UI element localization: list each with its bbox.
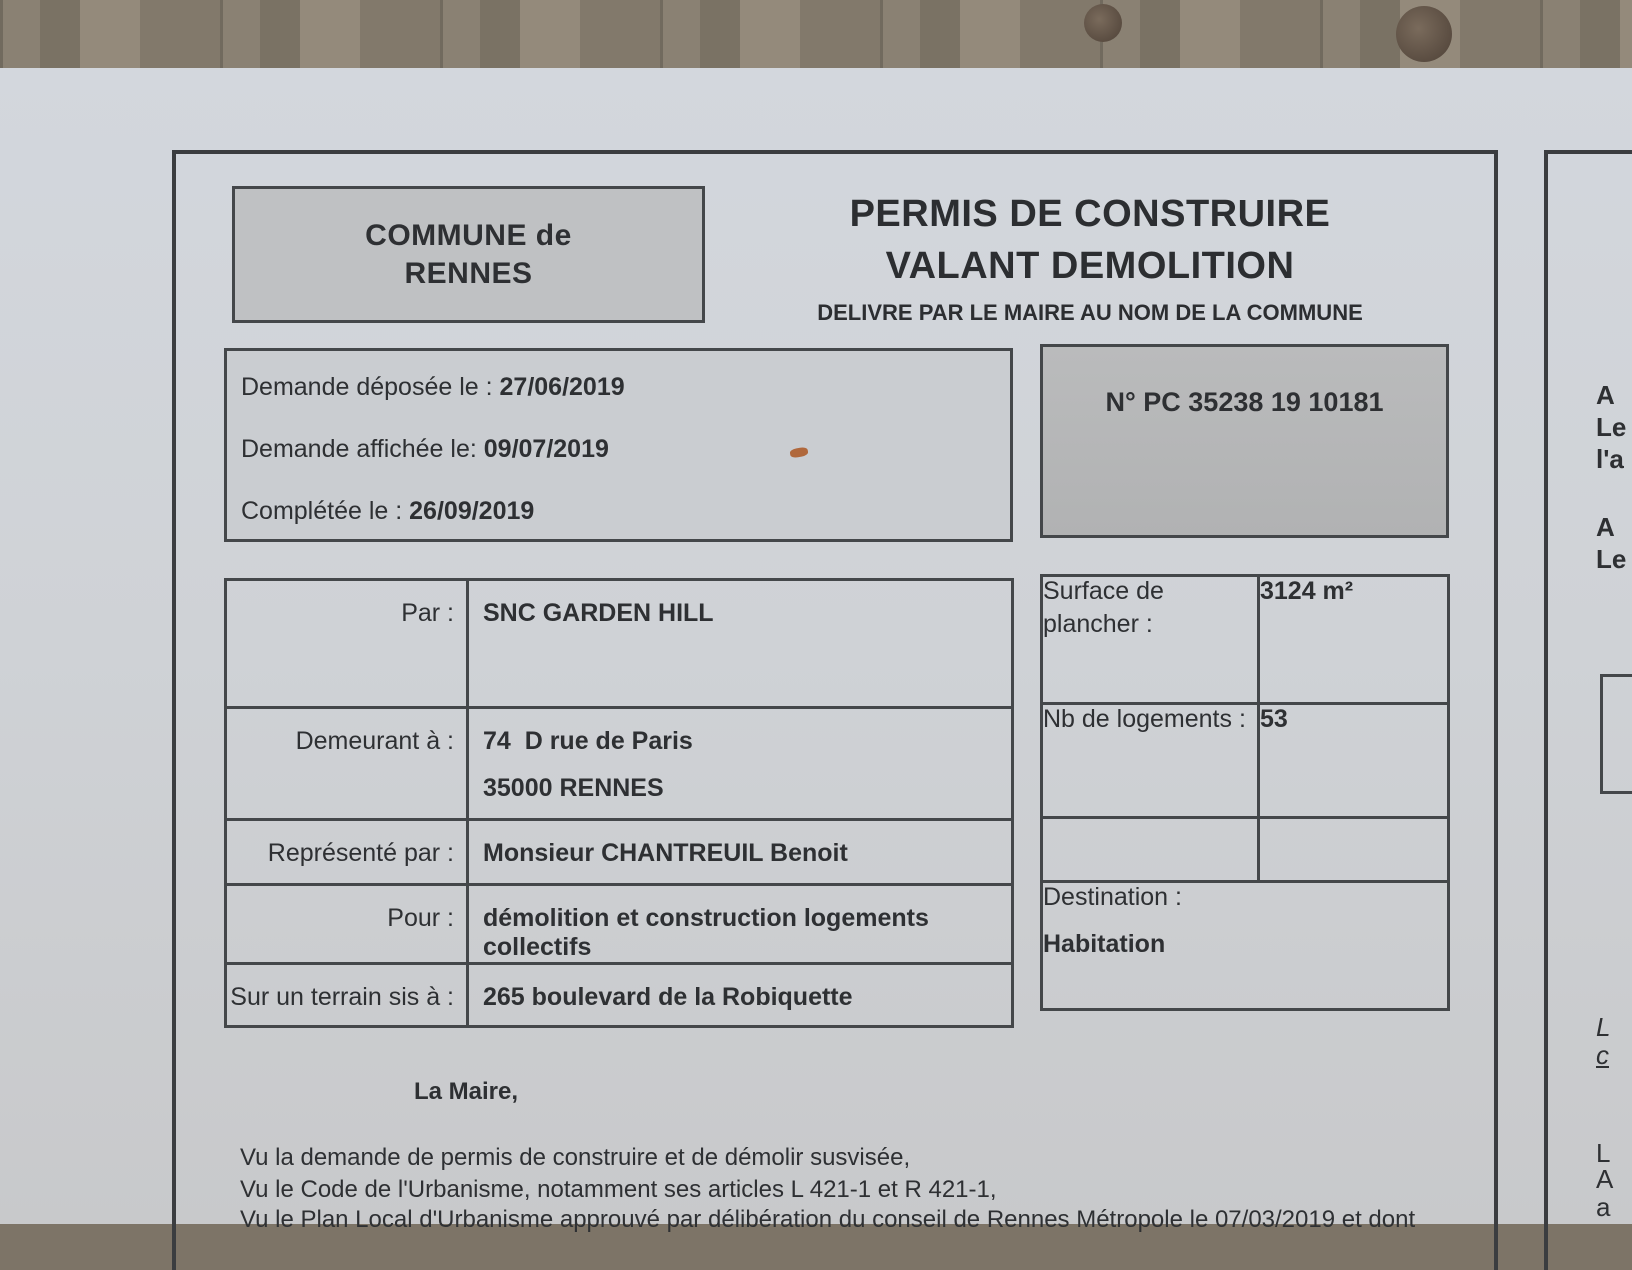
table-row: [226, 580, 1013, 708]
represente-label: Représenté par :: [226, 820, 468, 885]
table-row: [226, 708, 1013, 820]
par-value: SNC GARDEN HILL: [468, 580, 1013, 708]
destination-cell: [1042, 882, 1449, 1010]
dates-box: [224, 348, 1013, 542]
demeurant-line2: 35000 RENNES: [483, 774, 664, 802]
date-row-deposee: [241, 373, 625, 402]
surface-value: 3124 m²: [1259, 576, 1449, 704]
terrain-label: Sur un terrain sis à :: [226, 964, 468, 1027]
edge-text: c: [1596, 1040, 1609, 1070]
date-value: 09/07/2019: [483, 435, 609, 463]
edge-text: a: [1596, 1192, 1611, 1222]
nail-head: [1084, 4, 1122, 42]
table-row: [226, 885, 1013, 964]
date-row-completee: [241, 497, 534, 526]
empty-cell: [1259, 818, 1449, 882]
destination-label: Destination :: [1043, 883, 1182, 911]
represente-value: Monsieur CHANTREUIL Benoit: [468, 820, 1013, 885]
maire-heading: La Maire,: [414, 1078, 519, 1105]
details-table: [1040, 574, 1450, 1011]
title-line1: PERMIS DE CONSTRUIRE: [849, 193, 1331, 235]
demeurant-value: [468, 708, 1013, 820]
commune-box: [232, 186, 705, 323]
date-label: Demande affichée le:: [241, 435, 477, 463]
logements-value: 53: [1259, 704, 1449, 818]
date-value: 26/09/2019: [409, 497, 535, 525]
edge-text: A: [1596, 512, 1615, 542]
edge-text: A: [1596, 380, 1615, 410]
surface-label: [1042, 576, 1259, 704]
surface-label-line2: plancher :: [1043, 610, 1153, 638]
table-row: [1042, 818, 1449, 882]
vu-line-1: Vu la demande de permis de construire et de démolir susvisée,: [240, 1144, 911, 1171]
edge-text: l'a: [1596, 444, 1624, 474]
table-row: [1042, 882, 1449, 1010]
date-label: Demande déposée le :: [241, 373, 493, 401]
demeurant-line1: 74 D rue de Paris: [483, 727, 693, 755]
vu-line-3: Vu le Plan Local d'Urbanisme approuvé par délibération du conseil de Rennes Métropole le 07/03/2019 et dont: [240, 1206, 1416, 1233]
title-line2: VALANT DEMOLITION: [885, 245, 1295, 287]
edge-box: [1600, 674, 1632, 794]
commune-line2: RENNES: [404, 256, 533, 290]
applicant-table: [224, 578, 1014, 1028]
vu-line-2: Vu le Code de l'Urbanisme, notamment ses articles L 421-1 et R 421-1,: [240, 1176, 997, 1203]
edge-text: Le: [1596, 544, 1627, 574]
table-row: [226, 820, 1013, 885]
terrain-value: 265 boulevard de la Robiquette: [468, 964, 1013, 1027]
demeurant-label: Demeurant à :: [226, 708, 468, 820]
destination-value: Habitation: [1043, 930, 1166, 958]
edge-text: A: [1596, 1164, 1614, 1194]
pour-value: démolition et construction logements collectifs: [468, 885, 1013, 964]
table-row: [226, 964, 1013, 1027]
empty-cell: [1042, 818, 1259, 882]
nail-head: [1396, 6, 1452, 62]
date-value: 27/06/2019: [499, 373, 625, 401]
table-row: [1042, 704, 1449, 818]
commune-line1: COMMUNE de: [365, 218, 572, 252]
logements-label: Nb de logements :: [1042, 704, 1259, 818]
date-row-affichee: [241, 435, 609, 464]
edge-text: L: [1596, 1138, 1611, 1168]
edge-text: Le: [1596, 412, 1627, 442]
date-label: Complétée le :: [241, 497, 403, 525]
edge-text: L: [1596, 1012, 1611, 1042]
title-subtitle: DELIVRE PAR LE MAIRE AU NOM DE LA COMMUNE: [817, 300, 1363, 325]
permit-number-box: [1040, 344, 1449, 538]
par-label: Par :: [226, 580, 468, 708]
surface-label-line1: Surface de: [1043, 577, 1164, 605]
permit-number: N° PC 35238 19 10181: [1105, 387, 1384, 417]
pour-label: Pour :: [226, 885, 468, 964]
table-row: [1042, 576, 1449, 704]
permit-title: [790, 188, 1390, 328]
